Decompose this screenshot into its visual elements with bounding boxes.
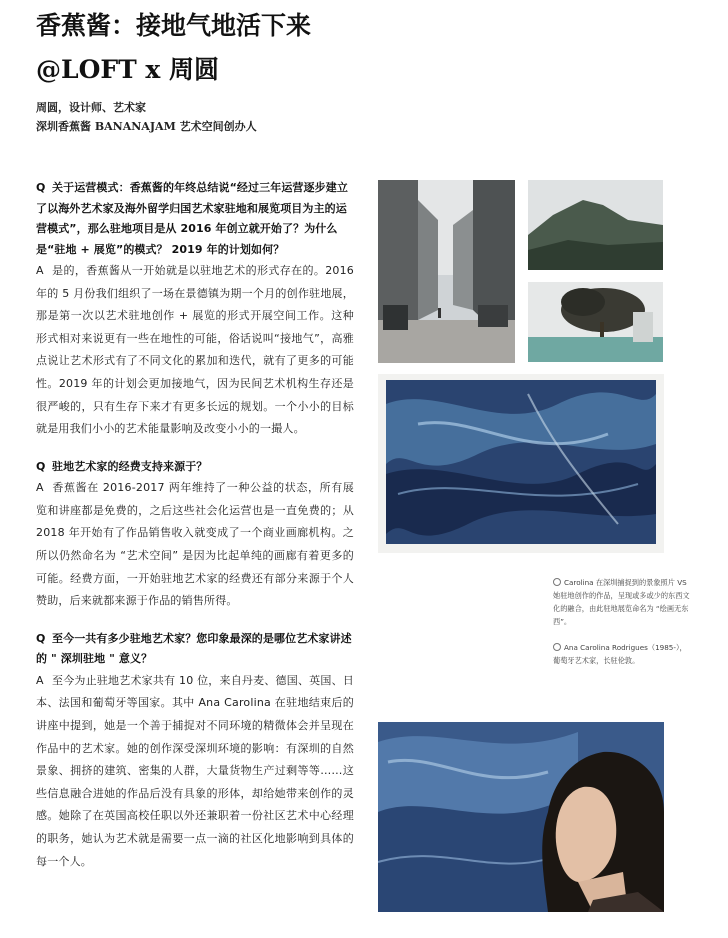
question-text: 关于运营模式：香蕉酱的年终总结说“经过三年运营逐步建立了以海外艺术家及海外留学归国艺术家驻地和展览项目为主的运营模式”，那么驻地项目是从 2016 年创立就开始了？为什么是“驻地 + 展览”的模式？ 2019 年的计划如何？ [36,181,348,256]
answer [36,477,354,613]
photo-mountain [528,180,663,270]
answer-mark-label: A [36,481,44,495]
question-mark-label: Q [36,631,46,645]
answer-mark-label: A [36,264,44,277]
caption-text: Carolina 在深圳捕捉到的景象照片 VS 她驻地创作的作品，呈现或多或少的东西文化的融合，由此驻地展览命名为 “绘画无东西”。 [553,578,690,626]
caption-painting [553,576,691,628]
answer [36,670,354,873]
article-title [36,4,456,92]
answer-text: 是的，香蕉酱从一开始就是以驻地艺术的形式存在的。2016 年的 5 月份我们组织了一场在景德镇为期一个月的创作驻地展，那是第一次以艺术驻地创作 + 展览的形式开展空间工作。这种形式相对来说更有一些在地性的可能，俗话说叫“接地气”，高雅点说让艺术形式有了不同文化的累加和迭代，就有了更多的可能性。2019 年的计划会更加接地气，因为民间艺术机构生存还是很严峻的，只有生存下来才有更多长远的规划。一个小小的目标就是用我们小小的艺术能量影响及改变小小的一撮人。 [36,264,354,436]
qa-block [36,629,354,873]
qa-block [36,178,354,441]
author-info [36,98,257,136]
answer-text: 至今为止驻地艺术家共有 10 位，来自丹麦、德国、英国、日本、法国和葡萄牙等国家。其中 Ana Carolina 在驻地结束后的讲座中提到，她是一个善于捕捉对不同环境的精微体会并呈现在作品中的艺术家。她的创作深受深圳环境的影响：有深圳的自然景象、拥挤的建筑、密集的人群，大量货物生产过剩等等……这些信息融合进她的作品后没有具象的形体，却给她带来创作的灵感。她除了在英国高校任职以外还兼职着一份社区艺术中心经理的职务，她认为艺术就是需要一点一滴的社区化地影响到具体的每一个人。 [36,673,354,868]
title-line-2: @LOFT x 周圆 [36,55,220,84]
question [36,457,354,478]
question-text: 至今一共有多少驻地艺术家？您印象最深的是哪位艺术家讲述的 " 深圳驻地 " 意义？ [36,631,352,666]
question-text: 驻地艺术家的经费支持来源于？ [52,459,208,473]
author-role: 周圆，设计师、艺术家 [36,101,146,114]
caption-artist [553,641,691,667]
qa-block [36,457,354,613]
answer [36,260,354,441]
author-org: 深圳香蕉酱 BANANAJAM 艺术空间创办人 [36,120,257,133]
caption-bullet-icon [553,578,561,586]
caption-text: Ana Carolina Rodrigues（1985-），葡萄牙艺术家，长驻伦敦。 [553,643,687,665]
photo-tree [528,282,663,362]
painting-blue-abstract [378,374,664,553]
answer-mark-label: A [36,673,44,687]
photo-city-street [378,180,515,363]
photo-artist-portrait [378,722,664,912]
question [36,178,354,260]
caption-bullet-icon [553,643,561,651]
question-mark-label: Q [36,459,46,473]
question [36,629,354,670]
title-line-1: 香蕉酱：接地气地活下来 [36,11,312,40]
answer-text: 香蕉酱在 2016-2017 两年维持了一种公益的状态，所有展览和讲座都是免费的，之后这些社会化运营也是一直免费的；从 2018 年开始有了作品销售收入就变成了一个商业画廊机构。之所以仍然命名为 “艺术空间” 是因为比起单纯的画廊有着更多的可能。经费方面，一开始驻地艺术家的经费还有部分来源于个人赞助，后来就都来源于作品的销售所得。 [36,481,354,608]
question-mark-label: Q [36,181,46,194]
interview-column [36,178,354,889]
